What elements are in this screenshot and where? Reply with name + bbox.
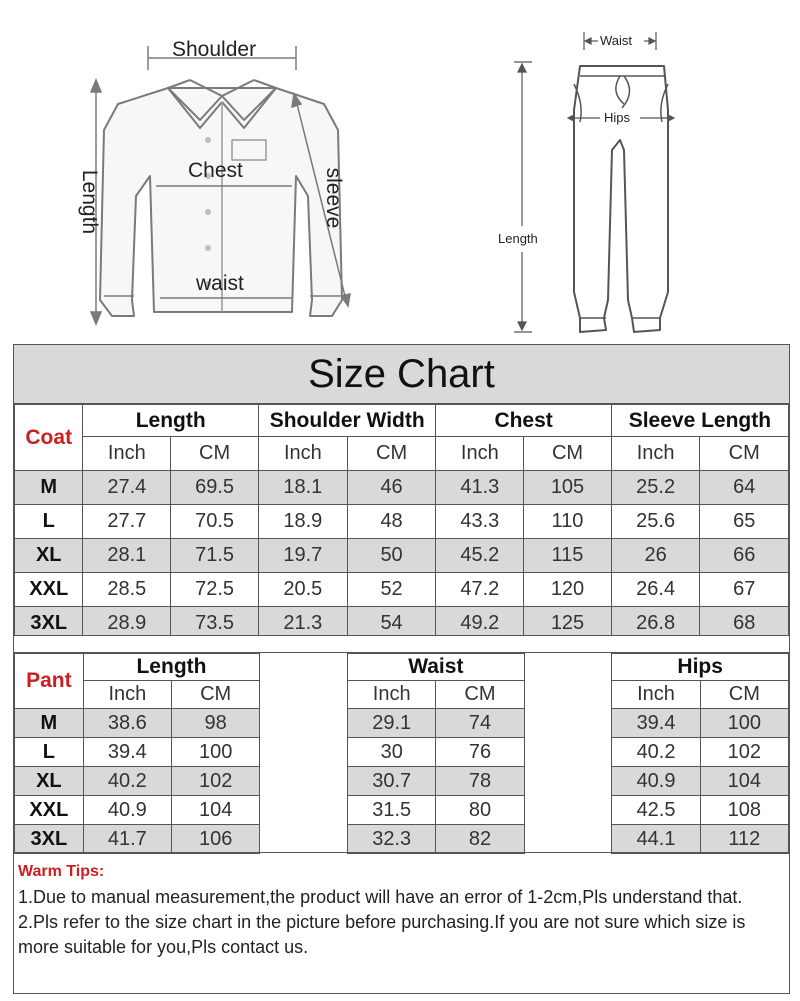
pant-unit: Inch	[83, 681, 171, 709]
pant-value-cell: 102	[172, 767, 260, 796]
diagram-label-sleeve: sleeve	[322, 167, 345, 229]
pant-size-cell: XXL	[15, 796, 84, 825]
table-separator	[14, 635, 789, 653]
pant-group-hips: Hips	[612, 654, 789, 681]
coat-unit: Inch	[611, 437, 700, 471]
pant-value-cell: 104	[172, 796, 260, 825]
coat-size-cell: 3XL	[15, 607, 83, 641]
pant-value-cell: 102	[700, 738, 788, 767]
pant-value-cell: 76	[436, 738, 524, 767]
coat-unit: Inch	[436, 437, 524, 471]
pant-table-row	[15, 709, 789, 738]
pant-value-cell: 112	[700, 825, 788, 854]
coat-value-cell: 70.5	[171, 505, 259, 539]
pant-size-cell: M	[15, 709, 84, 738]
warm-tip-line: 2.Pls refer to the size chart in the picture before purchasing.If you are not sure which size is more suitable for you,Pls contact us.	[18, 912, 746, 957]
coat-value-cell: 25.2	[611, 471, 700, 505]
pant-value-cell: 32.3	[348, 825, 436, 854]
pant-value-cell: 30.7	[348, 767, 436, 796]
pant-unit: CM	[436, 681, 524, 709]
coat-unit-header-row	[15, 437, 789, 471]
coat-group-chest: Chest	[436, 405, 611, 437]
pant-value-cell: 29.1	[348, 709, 436, 738]
coat-value-cell: 65	[700, 505, 789, 539]
coat-size-table	[14, 404, 789, 641]
coat-value-cell: 26.8	[611, 607, 700, 641]
pant-gap-column	[260, 654, 348, 854]
coat-value-cell: 69.5	[171, 471, 259, 505]
coat-size-cell: XL	[15, 539, 83, 573]
pant-group-length: Length	[83, 654, 260, 681]
pant-value-cell: 44.1	[612, 825, 700, 854]
coat-value-cell: 46	[347, 471, 436, 505]
coat-value-cell: 41.3	[436, 471, 524, 505]
pant-value-cell: 78	[436, 767, 524, 796]
pant-value-cell: 80	[436, 796, 524, 825]
coat-value-cell: 28.1	[83, 539, 171, 573]
coat-value-cell: 68	[700, 607, 789, 641]
coat-unit: CM	[524, 437, 612, 471]
coat-unit: CM	[700, 437, 789, 471]
coat-value-cell: 47.2	[436, 573, 524, 607]
pant-value-cell: 40.9	[83, 796, 171, 825]
warm-tip-line: 1.Due to manual measurement,the product will have an error of 1-2cm,Pls understand that.	[18, 887, 743, 907]
coat-value-cell: 43.3	[436, 505, 524, 539]
pant-gap-column	[524, 654, 612, 854]
pant-size-cell: L	[15, 738, 84, 767]
pant-value-cell: 82	[436, 825, 524, 854]
coat-value-cell: 19.7	[258, 539, 347, 573]
coat-group-length: Length	[83, 405, 259, 437]
coat-table-row	[15, 539, 789, 573]
coat-value-cell: 18.9	[258, 505, 347, 539]
coat-value-cell: 21.3	[258, 607, 347, 641]
pant-value-cell: 41.7	[83, 825, 171, 854]
size-chart	[13, 344, 790, 994]
coat-table-row	[15, 573, 789, 607]
coat-value-cell: 115	[524, 539, 612, 573]
coat-unit: Inch	[83, 437, 171, 471]
diagram-label-pant-length: Length	[498, 231, 538, 246]
diagram-label-coat-waist: waist	[196, 272, 244, 295]
coat-value-cell: 26.4	[611, 573, 700, 607]
pant-size-cell: 3XL	[15, 825, 84, 854]
coat-value-cell: 28.5	[83, 573, 171, 607]
pant-value-cell: 39.4	[83, 738, 171, 767]
pant-group-waist: Waist	[348, 654, 525, 681]
garment-illustrations-svg	[0, 0, 800, 344]
size-chart-title: Size Chart	[14, 345, 789, 404]
pant-table-row	[15, 825, 789, 854]
pant-value-cell: 74	[436, 709, 524, 738]
coat-value-cell: 73.5	[171, 607, 259, 641]
coat-label: Coat	[15, 405, 83, 471]
coat-value-cell: 120	[524, 573, 612, 607]
pant-unit: CM	[700, 681, 788, 709]
coat-value-cell: 50	[347, 539, 436, 573]
pant-size-cell: XL	[15, 767, 84, 796]
pant-value-cell: 100	[172, 738, 260, 767]
warm-tips	[14, 852, 789, 993]
coat-value-cell: 105	[524, 471, 612, 505]
pant-unit: CM	[172, 681, 260, 709]
coat-value-cell: 67	[700, 573, 789, 607]
pant-label: Pant	[15, 654, 84, 709]
coat-value-cell: 25.6	[611, 505, 700, 539]
coat-size-cell: XXL	[15, 573, 83, 607]
coat-value-cell: 125	[524, 607, 612, 641]
coat-value-cell: 48	[347, 505, 436, 539]
pant-value-cell: 108	[700, 796, 788, 825]
coat-value-cell: 27.7	[83, 505, 171, 539]
diagram-label-coat-length: Length	[78, 169, 101, 235]
pant-value-cell: 30	[348, 738, 436, 767]
pant-value-cell: 42.5	[612, 796, 700, 825]
coat-unit: CM	[171, 437, 259, 471]
measurement-diagrams	[0, 0, 800, 344]
coat-value-cell: 26	[611, 539, 700, 573]
warm-tips-title: Warm Tips:	[18, 863, 105, 880]
pant-value-cell: 98	[172, 709, 260, 738]
pant-value-cell: 40.2	[83, 767, 171, 796]
pant-value-cell: 40.2	[612, 738, 700, 767]
coat-table-row	[15, 471, 789, 505]
pant-value-cell: 40.9	[612, 767, 700, 796]
coat-value-cell: 71.5	[171, 539, 259, 573]
coat-value-cell: 54	[347, 607, 436, 641]
diagram-label-hips: Hips	[604, 110, 631, 125]
pant-value-cell: 31.5	[348, 796, 436, 825]
pant-value-cell: 106	[172, 825, 260, 854]
coat-group-shoulder-width: Shoulder Width	[258, 405, 435, 437]
coat-value-cell: 64	[700, 471, 789, 505]
pant-unit: Inch	[348, 681, 436, 709]
coat-size-cell: M	[15, 471, 83, 505]
pant-unit: Inch	[612, 681, 700, 709]
pant-group-header-row	[15, 654, 789, 681]
coat-group-sleeve-length: Sleeve Length	[611, 405, 788, 437]
coat-value-cell: 45.2	[436, 539, 524, 573]
diagram-label-chest: Chest	[188, 159, 243, 182]
coat-value-cell: 27.4	[83, 471, 171, 505]
coat-value-cell: 66	[700, 539, 789, 573]
diagram-label-shoulder: Shoulder	[172, 38, 257, 61]
pant-table-row	[15, 767, 789, 796]
pant-value-cell: 39.4	[612, 709, 700, 738]
pant-value-cell: 38.6	[83, 709, 171, 738]
coat-table-row	[15, 505, 789, 539]
coat-value-cell: 20.5	[258, 573, 347, 607]
coat-value-cell: 49.2	[436, 607, 524, 641]
diagram-label-pant-waist: Waist	[600, 33, 633, 48]
coat-unit: CM	[347, 437, 436, 471]
coat-size-cell: L	[15, 505, 83, 539]
pant-size-table	[14, 653, 789, 854]
coat-value-cell: 72.5	[171, 573, 259, 607]
pant-unit-header-row	[15, 681, 789, 709]
coat-group-header-row	[15, 405, 789, 437]
coat-value-cell: 18.1	[258, 471, 347, 505]
coat-value-cell: 28.9	[83, 607, 171, 641]
coat-unit: Inch	[258, 437, 347, 471]
pant-value-cell: 104	[700, 767, 788, 796]
pant-table-row	[15, 738, 789, 767]
pant-table-row	[15, 796, 789, 825]
pant-value-cell: 100	[700, 709, 788, 738]
coat-value-cell: 52	[347, 573, 436, 607]
pants-illustration	[574, 66, 668, 332]
coat-value-cell: 110	[524, 505, 612, 539]
